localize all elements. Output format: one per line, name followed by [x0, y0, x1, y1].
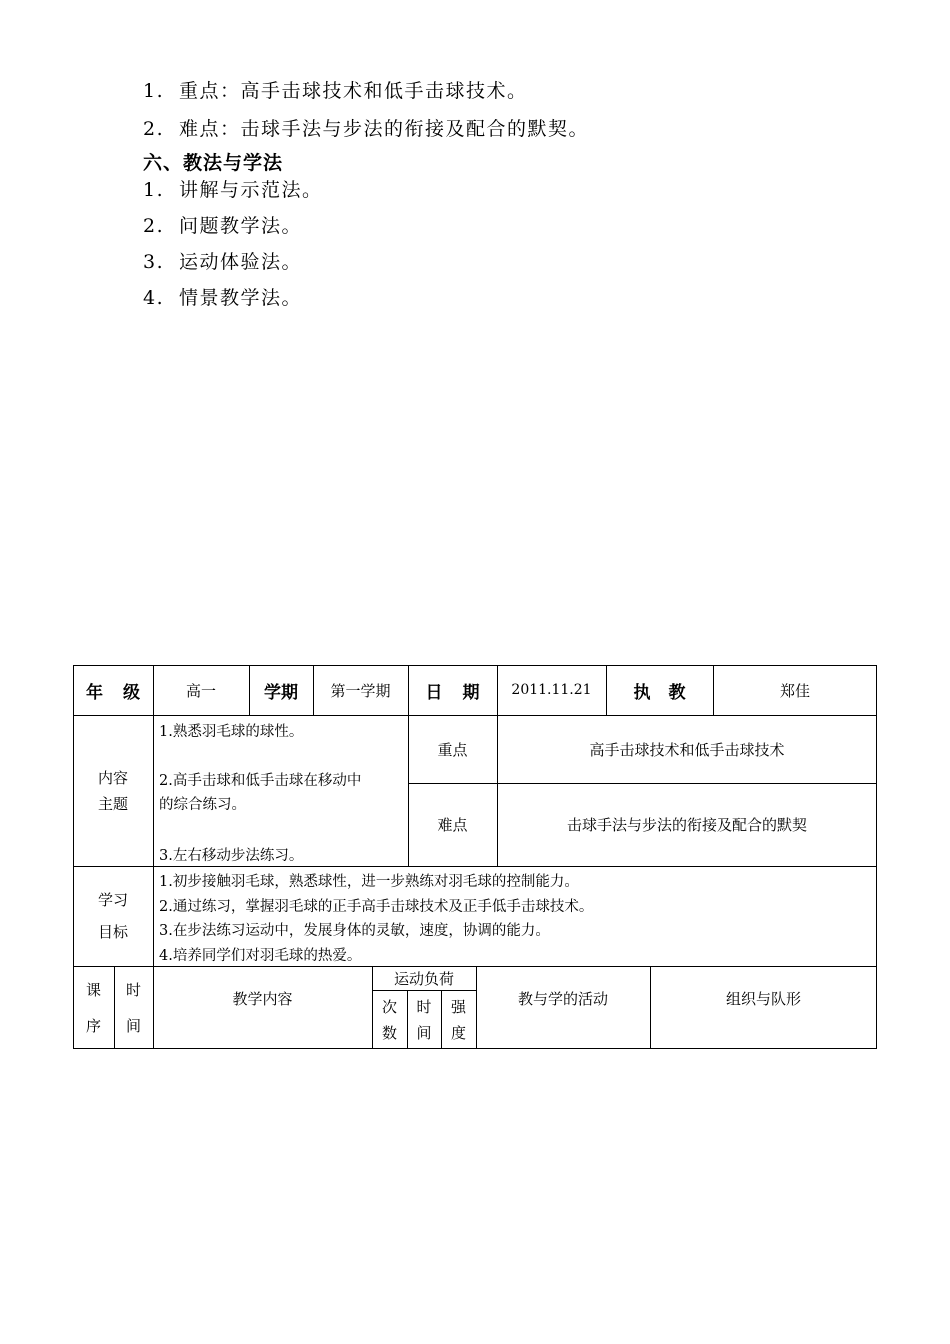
term-label: 学期: [264, 682, 298, 703]
grade-value: 高一: [185, 681, 216, 700]
teacher-value: 郑佳: [779, 681, 810, 700]
col-header-load-count-char: 次: [381, 997, 397, 1016]
col-header-order-char: 序: [85, 1016, 101, 1035]
list-text: 问题教学法。: [179, 215, 303, 237]
learning-goal-item: 2.通过练习，掌握羽毛球的正手高手击球技术及正手低手击球技术。: [159, 899, 594, 915]
list-number: 2.: [143, 215, 165, 237]
list-number: 2.: [143, 118, 165, 140]
col-header-order-char: 课: [85, 981, 101, 1000]
col-header-order: [73, 966, 114, 1049]
learning-goals-label: [73, 866, 153, 966]
col-header-load-intensity: [441, 990, 476, 1049]
learning-goal-item: 4.培养同学们对羽毛球的热爱。: [159, 948, 362, 964]
difficulty-value: 击球手法与步法的衔接及配合的默契: [566, 816, 807, 834]
col-header-organization: 组织与队形: [725, 989, 801, 1008]
col-divider: [153, 715, 154, 966]
section-heading: 六、教法与学法: [143, 152, 284, 174]
content-topic-item: 2.高手击球和低手击球在移动中: [159, 773, 362, 789]
key-point-value: 高手击球技术和低手击球技术: [589, 740, 785, 759]
col-header-load-intensity-char: 强: [450, 997, 466, 1016]
term-value: 第一学期: [330, 681, 391, 700]
learning-goal-item: 1.初步接触羽毛球，熟悉球性，进一步熟练对羽毛球的控制能力。: [159, 874, 579, 890]
col-header-load-time-char: 时: [416, 997, 432, 1016]
col-header-activity: 教与学的活动: [517, 989, 608, 1008]
teacher-label: 执 教: [633, 682, 686, 703]
list-number: 4.: [143, 287, 165, 309]
lesson-plan-table: [73, 665, 877, 1049]
col-header-time-char: 时: [125, 981, 141, 1000]
learning-goals-label-line: 目标: [97, 923, 128, 941]
grade-label: 年 级: [86, 682, 140, 703]
key-point-2: [143, 114, 589, 141]
method-item-3: [143, 247, 302, 274]
list-text: 讲解与示范法。: [179, 179, 323, 201]
col-header-load-intensity-char: 度: [450, 1023, 466, 1042]
list-text: 情景教学法。: [179, 287, 303, 309]
learning-goals-label-line: 学习: [97, 891, 128, 909]
date-value: 2011.11.21: [511, 682, 592, 698]
col-header-content: 教学内容: [232, 989, 293, 1008]
col-header-load-time-char: 间: [416, 1023, 432, 1042]
content-topic-label-line: 内容: [97, 768, 128, 787]
row-divider: [73, 866, 877, 867]
content-topic-label: [73, 715, 153, 866]
key-point-1: [143, 76, 528, 103]
list-text: 难点：击球手法与步法的衔接及配合的默契。: [179, 118, 590, 140]
col-header-load-count: [372, 990, 407, 1049]
col-header-time-char: 间: [125, 1016, 141, 1035]
date-label: 日 期: [425, 682, 480, 703]
col-header-load-time: [407, 990, 441, 1049]
list-text: 运动体验法。: [179, 251, 303, 273]
method-item-2: [143, 211, 302, 238]
learning-goal-item: 3.在步法练习运动中，发展身体的灵敏，速度，协调的能力。: [159, 923, 550, 939]
col-header-load-count-char: 数: [381, 1023, 397, 1042]
method-item-4: [143, 283, 302, 310]
content-topic-item: 1.熟悉羽毛球的球性。: [159, 724, 304, 740]
content-topic-item: 3.左右移动步法练习。: [159, 848, 304, 864]
content-topic-label-line: 主题: [97, 794, 128, 813]
key-point-label: 重点: [437, 740, 468, 759]
col-header-time: [114, 966, 153, 1049]
list-text: 重点：高手击球技术和低手击球技术。: [179, 80, 528, 102]
content-topic-item: 的综合练习。: [159, 797, 246, 813]
col-header-load: 运动负荷: [393, 969, 454, 988]
difficulty-label: 难点: [437, 816, 468, 834]
method-item-1: [143, 175, 323, 202]
list-number: 1.: [143, 80, 165, 102]
list-number: 1.: [143, 179, 165, 201]
list-number: 3.: [143, 251, 165, 273]
